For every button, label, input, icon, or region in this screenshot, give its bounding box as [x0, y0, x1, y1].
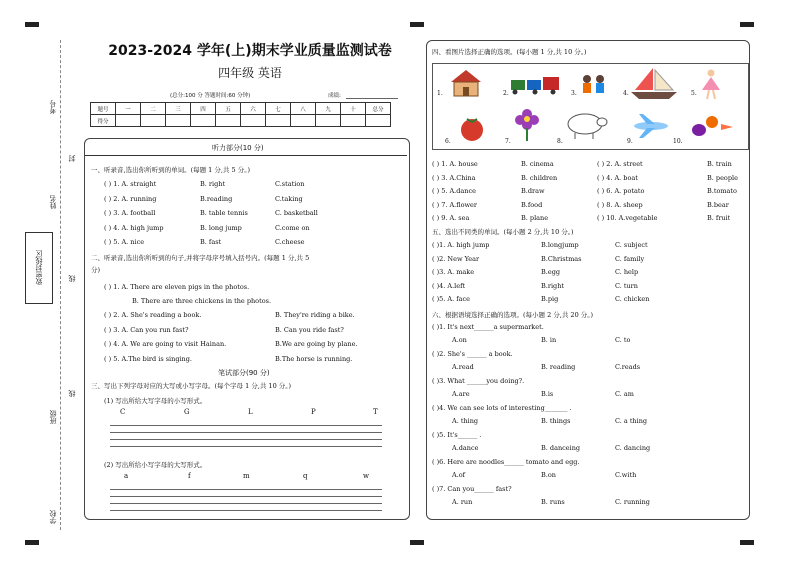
score-header-cell: 四	[191, 103, 216, 115]
picture-choice-item: ( ) 6. A. potato	[597, 187, 645, 195]
context-option: B. runs	[541, 498, 565, 506]
score-header-cell: 五	[216, 103, 241, 115]
picture-number: 8.	[557, 138, 563, 145]
listening-1-item: ( ) 3. A. football	[104, 209, 156, 217]
odd-word-item: B.Christmas	[541, 254, 582, 263]
s2-q1-b: B. There are three chickens in the photos.	[132, 297, 272, 305]
plane-icon	[631, 112, 671, 140]
flower-icon	[513, 106, 541, 142]
odd-word-item: ( )5. A. face	[432, 295, 471, 303]
odd-word-item: B.longjump	[541, 241, 579, 249]
corner-marker	[740, 540, 754, 545]
listening-1-item: B.reading	[200, 194, 233, 203]
context-question: ( )5. It's______ .	[432, 431, 482, 439]
seal-mark: 线	[68, 275, 76, 282]
s3-part2: (2) 写出所给小写字母的大写形式。	[104, 461, 207, 469]
picture-number: 7.	[505, 138, 511, 145]
seal-mark: 封	[68, 155, 76, 162]
picture-choice-item: B. children	[521, 173, 558, 182]
odd-word-item: B.egg	[541, 268, 561, 276]
writing-line[interactable]	[110, 510, 382, 511]
section-3-title: 三、写出下列字母对应的大写或小写字母。(每个字母 1 分,共 10 分。)	[91, 382, 292, 390]
picture-choice-item: ( ) 9. A. sea	[432, 214, 470, 222]
context-question: ( )3. What ______you doing?.	[432, 377, 525, 385]
context-option: B.is	[541, 390, 554, 398]
context-question: ( )2. She's ______ a book.	[432, 350, 513, 358]
given-letter: P	[311, 408, 316, 416]
context-option: C.with	[615, 471, 637, 479]
section-2-title-cont: 分)	[91, 266, 101, 274]
odd-word-item: ( )2. New Year	[432, 254, 480, 263]
picture-choice-item: B.food	[521, 200, 543, 209]
picture-number: 4.	[623, 90, 629, 97]
picture-choice-item: ( ) 5. A.dance	[432, 187, 476, 195]
kaohao-label: 考号	[49, 100, 57, 114]
picture-choice-item: ( ) 1. A. house	[432, 160, 478, 168]
score-cell[interactable]	[366, 115, 391, 127]
section-4-title: 四、看图片选择正确的选项。(每小题 1 分,共 10 分。)	[432, 48, 587, 56]
given-letter: w	[363, 472, 369, 480]
score-header-cell: 九	[316, 103, 341, 115]
context-option: C. to	[615, 336, 631, 344]
listening-1-item: ( ) 2. A. running	[104, 194, 157, 203]
listening-1-item: ( ) 1. A. straight	[104, 180, 157, 188]
given-letter: G	[184, 408, 190, 416]
picture-choice-item: ( ) 4. A. boat	[597, 173, 638, 182]
odd-word-item: ( )1. A. high jump	[432, 241, 490, 249]
context-option: B.on	[541, 471, 556, 479]
section-2-title: 二、听录音,选出你所听到的句子,并将字母序号填入括号内。(每题 1 分,共 5	[91, 254, 310, 262]
score-table	[90, 102, 391, 127]
score-blank	[346, 98, 398, 99]
s3-part1: (1) 写出所给大写字母的小写形式。	[104, 397, 207, 405]
picture-number: 1.	[437, 90, 443, 97]
score-cell[interactable]	[191, 115, 216, 127]
given-letter: T	[373, 408, 378, 416]
dancer-icon	[699, 68, 723, 100]
score-header-cell: 题号	[91, 103, 116, 115]
context-option: C. am	[615, 390, 634, 398]
writing-line[interactable]	[110, 446, 382, 447]
context-question: ( )4. We can see lots of interesting_______ .	[432, 404, 572, 412]
tomato-icon	[457, 114, 487, 142]
picture-choice-item: B. people	[707, 173, 738, 182]
context-option: A.are	[452, 390, 470, 398]
boat-icon	[629, 66, 679, 100]
score-cell[interactable]	[166, 115, 191, 127]
picture-choice-item: B. cinema	[521, 160, 554, 168]
picture-choice-item: ( ) 10. A.vegetable	[597, 214, 658, 222]
vegetables-icon	[689, 110, 735, 140]
context-option: A.dance	[452, 444, 479, 452]
context-option: B. reading	[541, 363, 576, 371]
score-cell[interactable]	[341, 115, 366, 127]
exam-title: 2023-2024 学年(上)期末学业质量监测试卷	[108, 43, 392, 59]
score-cell[interactable]	[291, 115, 316, 127]
listening-2-item: ( ) 5. A.The bird is singing.	[104, 354, 192, 363]
odd-word-item: C. chicken	[615, 295, 650, 303]
listening-2-item: ( ) 4. A. We are going to visit Hainan.	[104, 340, 227, 348]
score-header-cell: 七	[266, 103, 291, 115]
context-question: ( )6. Here are noodles______ tomato and egg.	[432, 458, 580, 466]
context-question: ( )1. It's next______a supermarket.	[432, 323, 544, 331]
context-question: ( )7. Can you______ fast?	[432, 485, 512, 493]
listening-2-item: B. Can you ride fast?	[275, 325, 344, 334]
odd-word-item: B.pig	[541, 295, 559, 303]
odd-word-item: ( )3. A. make	[432, 268, 475, 276]
picture-choice-item: B.bear	[707, 200, 729, 209]
score-cell[interactable]	[216, 115, 241, 127]
sheep-icon	[563, 110, 609, 140]
written-header: 笔试部分(90 分)	[218, 369, 270, 377]
listening-1-item: C. basketball	[275, 209, 318, 217]
children-icon	[579, 74, 609, 98]
context-option: A. thing	[452, 417, 479, 425]
section-5-title: 五、选出不同类的单词。(每小题 2 分,共 10 分。)	[432, 228, 574, 236]
context-option: C. a thing	[615, 417, 648, 425]
odd-word-item: B.right	[541, 281, 564, 290]
listening-2-item: ( ) 2. A. She's reading a book.	[104, 311, 202, 319]
picture-choice-item: B. train	[707, 160, 732, 168]
sealed-area-label: 致密封线区	[35, 250, 43, 285]
listening-2-item: B.We are going by plane.	[275, 340, 358, 348]
context-option: C.reads	[615, 363, 641, 371]
listening-1-item: ( ) 5. A. nice	[104, 238, 145, 246]
xuexiao-label: 学校	[49, 510, 57, 524]
score-header-cell: 八	[291, 103, 316, 115]
exam-subtitle: 四年级 英语	[218, 66, 282, 80]
score-row-label: 得分	[91, 115, 116, 127]
context-option: A.on	[452, 336, 467, 344]
banji-label: 班级	[49, 410, 57, 424]
corner-marker	[25, 22, 39, 27]
odd-word-item: C. help	[615, 268, 639, 276]
house-icon	[449, 68, 483, 98]
listening-header: 听力部分(10 分)	[212, 144, 264, 152]
listening-1-item: C.come on	[275, 223, 310, 232]
corner-marker	[410, 22, 424, 27]
score-cell[interactable]	[266, 115, 291, 127]
context-option: A.of	[452, 471, 466, 479]
picture-choice-item: ( ) 8. A. sheep	[597, 200, 643, 209]
listening-1-item: C.taking	[275, 194, 303, 203]
seal-mark: 线	[68, 390, 76, 397]
picture-choice-item: B.tomato	[707, 187, 737, 195]
context-option: B. things	[541, 417, 571, 425]
listening-1-item: ( ) 4. A. high jump	[104, 223, 164, 232]
score-cell[interactable]	[116, 115, 141, 127]
listening-1-item: C.station	[275, 180, 305, 188]
picture-choice-item: ( ) 2. A. street	[597, 160, 643, 168]
listening-1-item: B. fast	[200, 238, 222, 246]
picture-choice-item: B. plane	[521, 214, 549, 222]
train-icon	[509, 74, 563, 96]
listening-2-item: ( ) 3. A. Can you run fast?	[104, 325, 189, 334]
given-letter: q	[303, 472, 308, 480]
picture-number: 3.	[571, 90, 577, 97]
score-header-cell: 十	[341, 103, 366, 115]
picture-number: 5.	[691, 90, 697, 97]
odd-word-item: C. family	[615, 254, 645, 263]
picture-box	[432, 63, 749, 150]
listening-2-item: B.The horse is running.	[275, 354, 353, 363]
corner-marker	[25, 540, 39, 545]
exam-meta: (总分:100 分 答题时间:60 分钟)	[170, 93, 251, 99]
given-letter: a	[124, 472, 129, 480]
score-cell[interactable]	[141, 115, 166, 127]
context-option: B. danceing	[541, 444, 581, 452]
given-letter: m	[243, 472, 250, 480]
binding-line	[60, 40, 62, 530]
picture-choice-item: ( ) 7. A.flower	[432, 200, 477, 209]
context-option: C. dancing	[615, 444, 651, 452]
picture-number: 10.	[673, 138, 683, 145]
score-cell[interactable]	[316, 115, 341, 127]
listening-1-item: B. long jump	[200, 223, 242, 232]
given-letter: C	[120, 408, 126, 416]
picture-number: 9.	[627, 138, 633, 145]
context-option: A. run	[452, 498, 473, 506]
score-label: 成绩:	[328, 93, 341, 99]
context-option: A.read	[452, 363, 474, 371]
picture-choice-item: ( ) 3. A.China	[432, 173, 476, 182]
odd-word-item: C. turn	[615, 281, 638, 290]
picture-choice-item: B.draw	[521, 187, 545, 195]
context-option: C. running	[615, 498, 650, 506]
writing-line[interactable]	[110, 496, 382, 497]
odd-word-item: ( )4. A.left	[432, 281, 466, 290]
score-header-cell: 六	[241, 103, 266, 115]
score-header-cell: 二	[141, 103, 166, 115]
writing-line[interactable]	[110, 432, 382, 433]
listening-1-item: B. table tennis	[200, 209, 248, 217]
score-header-cell: 一	[116, 103, 141, 115]
corner-marker	[740, 22, 754, 27]
odd-word-item: C. subject	[615, 241, 648, 249]
corner-marker	[410, 540, 424, 545]
given-letter: f	[188, 472, 191, 480]
writing-line[interactable]	[110, 489, 382, 490]
score-header-cell: 总分	[366, 103, 391, 115]
score-cell[interactable]	[241, 115, 266, 127]
xingming-label: 姓名	[49, 195, 57, 209]
writing-line[interactable]	[110, 439, 382, 440]
given-letter: L	[248, 408, 253, 416]
picture-number: 6.	[445, 138, 451, 145]
listening-1-item: B. right	[200, 180, 226, 188]
listening-2-item: B. They're riding a bike.	[275, 311, 355, 319]
section-6-title: 六、根据语境选择正确的选项。(每小题 2 分,共 20 分。)	[432, 311, 594, 319]
picture-number: 2.	[503, 90, 509, 97]
writing-line[interactable]	[110, 503, 382, 504]
context-option: B. in	[541, 336, 557, 344]
section-1-title: 一、听录音,选出你所听到的单词。(每题 1 分,共 5 分。)	[91, 166, 250, 174]
divider	[85, 155, 407, 156]
listening-1-item: C.cheese	[275, 238, 305, 246]
writing-line[interactable]	[110, 425, 382, 426]
score-header-cell: 三	[166, 103, 191, 115]
picture-choice-item: B. fruit	[707, 214, 731, 222]
s2-q1-a: ( ) 1. A. There are eleven pigs in the photos.	[104, 283, 250, 291]
